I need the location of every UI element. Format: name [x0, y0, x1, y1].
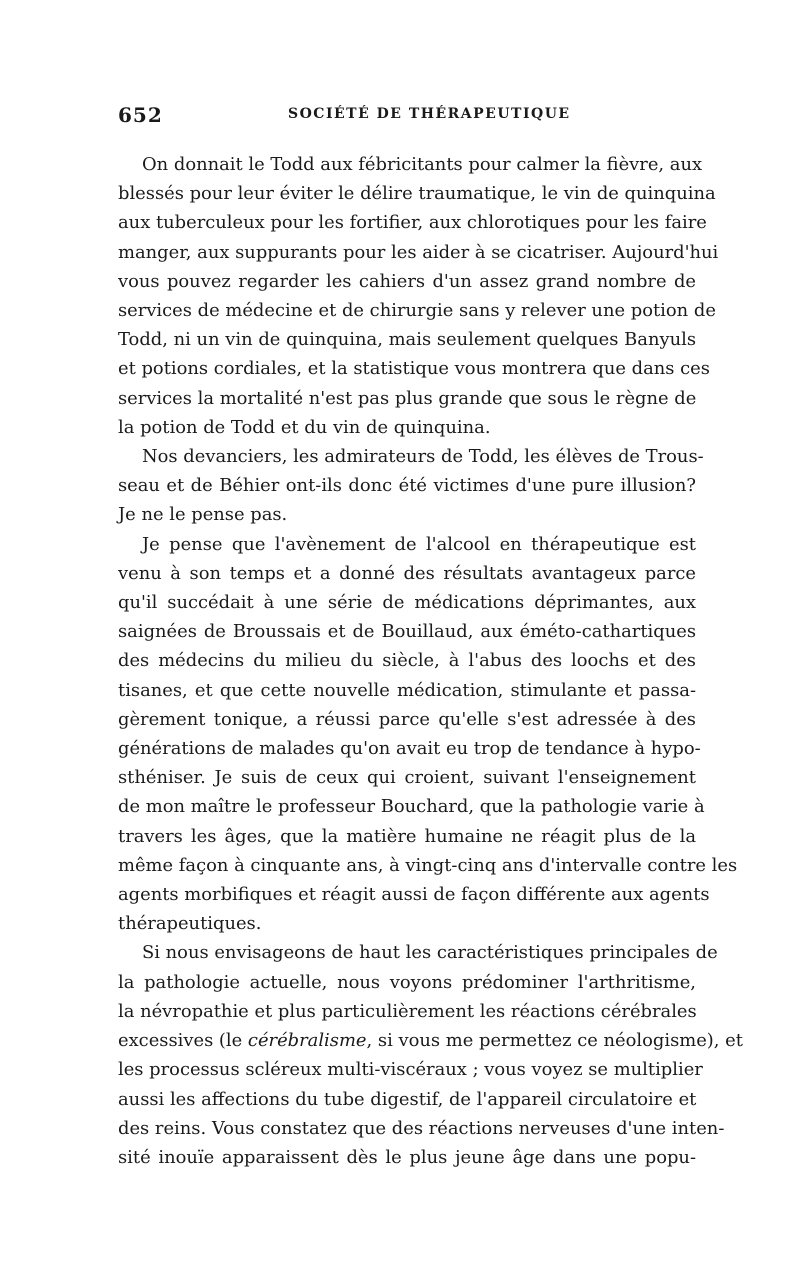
text-line: les processus scléreux multi-viscéraux ; vous voyez se multiplier: [118, 1059, 703, 1081]
text-line: gèrement tonique, a réussi parce qu'elle s'est adressée à des: [118, 708, 696, 730]
text-line: blessés pour leur éviter le délire traumatique, le vin de quinquina: [118, 183, 716, 205]
text-line: des médecins du milieu du siècle, à l'abus des loochs et des: [118, 650, 696, 672]
text-line: sité inouïe apparaissent dès le plus jeune âge dans une popu-: [118, 1146, 696, 1168]
text-line: services la mortalité n'est pas plus grande que sous le règne de: [118, 387, 697, 409]
text-line: manger, aux suppurants pour les aider à se cicatriser. Aujourd'hui: [118, 241, 719, 263]
text-line: thérapeutiques.: [118, 913, 262, 935]
text-line: qu'il succédait à une série de médications déprimantes, aux: [118, 592, 696, 614]
page-header: [118, 103, 696, 131]
text-line: et potions cordiales, et la statistique vous montrera que dans ces: [118, 358, 710, 380]
body-text: [118, 150, 743, 1172]
text-line: agents morbifiques et réagit aussi de façon différente aux agents: [118, 884, 710, 906]
paragraph-1: [118, 150, 719, 442]
text-line: saignées de Broussais et de Bouillaud, aux éméto-cathartiques: [118, 621, 696, 643]
text-line: Je ne le pense pas.: [118, 504, 288, 526]
text-fragment: excessives (le: [118, 1030, 248, 1052]
text-line: Si nous envisageons de haut les caractéristiques principales de: [142, 942, 718, 964]
text-line: la potion de Todd et du vin de quinquina.: [118, 416, 491, 438]
text-line: de mon maître le professeur Bouchard, que la pathologie varie à: [118, 796, 705, 818]
text-line: la pathologie actuelle, nous voyons prédominer l'arthritisme,: [118, 971, 696, 993]
text-fragment: , si vous me permettez ce néologisme), et: [366, 1030, 743, 1052]
paragraph-3: [118, 530, 738, 939]
text-line: sthéniser. Je suis de ceux qui croient, suivant l'enseignement: [118, 767, 696, 789]
paragraph-4: [118, 938, 743, 1172]
italic-term: cérébralisme: [247, 1030, 367, 1052]
text-line: On donnait le Todd aux fébricitants pour calmer la fièvre, aux: [142, 154, 703, 175]
text-line: aux tuberculeux pour les fortifier, aux chlorotiques pour les faire: [118, 212, 707, 234]
text-line: Todd, ni un vin de quinquina, mais seulement quelques Banyuls: [118, 329, 696, 351]
text-line: seau et de Béhier ont-ils donc été victimes d'une pure illusion?: [118, 475, 696, 497]
text-line: travers les âges, que la matière humaine ne réagit plus de la: [118, 825, 696, 847]
text-line: venu à son temps et a donné des résultats avantageux parce: [118, 562, 696, 584]
page-number: 652: [118, 103, 163, 127]
text-line: Je pense que l'avènement de l'alcool en thérapeutique est: [142, 533, 696, 555]
text-line: services de médecine et de chirurgie sans y relever une potion de: [118, 300, 716, 322]
text-line: vous pouvez regarder les cahiers d'un assez grand nombre de: [118, 270, 696, 292]
running-title: SOCIÉTÉ DE THÉRAPEUTIQUE: [288, 106, 571, 122]
text-line: des reins. Vous constatez que des réactions nerveuses d'une inten-: [118, 1117, 725, 1139]
text-line: Nos devanciers, les admirateurs de Todd, les élèves de Trous-: [142, 446, 704, 468]
text-line-with-italic: [118, 1026, 743, 1055]
text-line: générations de malades qu'on avait eu trop de tendance à hypo-: [118, 738, 701, 760]
text-line: tisanes, et que cette nouvelle médication, stimulante et passa-: [118, 679, 696, 701]
text-line: aussi les affections du tube digestif, de l'appareil circulatoire et: [118, 1088, 697, 1110]
text-line: la névropathie et plus particulièrement les réactions cérébrales: [118, 1000, 697, 1022]
text-line: même façon à cinquante ans, à vingt-cinq ans d'intervalle contre les: [118, 854, 738, 876]
paragraph-2: [118, 442, 704, 530]
